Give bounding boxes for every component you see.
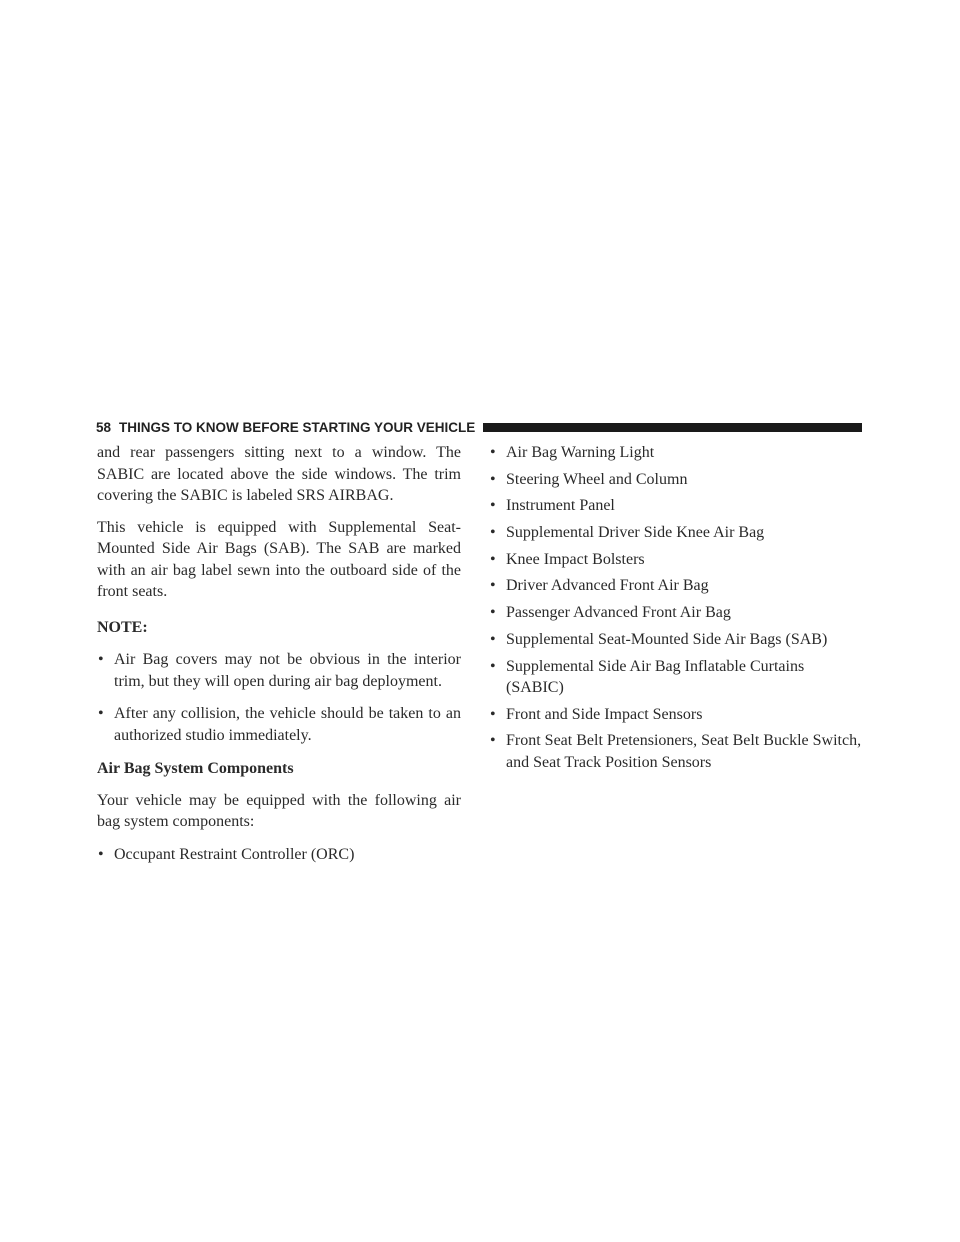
bullet-icon: • <box>98 651 104 668</box>
list-item-text: Air Bag Warning Light <box>506 444 655 461</box>
bullet-icon: • <box>490 657 496 675</box>
list-item <box>97 649 461 692</box>
list-item <box>489 522 865 544</box>
section-title: THINGS TO KNOW BEFORE STARTING YOUR VEHICLE <box>119 419 476 435</box>
list-item-text: Air Bag covers may not be obvious in the interior trim, but they will open during air bag deployment. <box>114 651 461 690</box>
list-item-text: Supplemental Seat-Mounted Side Air Bags (SAB) <box>506 630 828 648</box>
bullet-icon: • <box>490 705 496 723</box>
list-item-text: Steering Wheel and Column <box>506 470 688 488</box>
components-list-right <box>489 442 865 773</box>
right-column <box>489 442 865 773</box>
list-item <box>489 656 865 699</box>
list-item <box>489 495 865 517</box>
list-item <box>489 442 865 464</box>
list-item-text: Front Seat Belt Pretensioners, Seat Belt Buckle Switch, and Seat Track Position Sensors <box>506 732 862 771</box>
bullet-icon: • <box>490 524 496 542</box>
header-rule <box>483 423 862 432</box>
list-item-text: Knee Impact Bolsters <box>506 550 645 568</box>
list-item-text: After any collision, the vehicle should be taken to an authorized studio immediately. <box>114 705 461 744</box>
list-item <box>97 844 461 866</box>
section-heading: Air Bag System Components <box>97 760 294 777</box>
paragraph-sab: This vehicle is equipped with Supplemental Seat-Mounted Side Air Bags (SAB). The SAB are marked with an air bag label sewn into the outboard side of the front seats. <box>97 518 461 600</box>
list-item-text: Front and Side Impact Sensors <box>506 705 703 723</box>
list-item <box>489 575 865 597</box>
list-item <box>489 469 865 491</box>
bullet-icon: • <box>490 630 496 648</box>
list-item-text: Supplemental Driver Side Knee Air Bag <box>506 524 765 542</box>
list-item <box>97 703 461 746</box>
page-number: 58 <box>96 419 112 435</box>
bullet-icon: • <box>490 577 496 595</box>
list-item <box>489 730 865 773</box>
bullet-icon: • <box>490 444 496 461</box>
list-item <box>489 629 865 651</box>
list-item-text: Instrument Panel <box>506 497 615 515</box>
bullet-icon: • <box>490 732 496 750</box>
list-item-text: Driver Advanced Front Air Bag <box>506 577 709 595</box>
components-list-left <box>97 844 461 866</box>
bullet-icon: • <box>490 550 496 568</box>
page-header <box>96 416 862 438</box>
list-item <box>489 602 865 624</box>
bullet-icon: • <box>490 604 496 622</box>
note-label: NOTE: <box>97 618 148 636</box>
left-column <box>97 442 461 865</box>
paragraph-intro: Your vehicle may be equipped with the following air bag system components: <box>97 791 461 830</box>
bullet-icon: • <box>98 845 104 863</box>
list-item-text: Occupant Restraint Controller (ORC) <box>114 845 355 863</box>
list-item <box>489 704 865 726</box>
paragraph-sabic-location: and rear passengers sitting next to a window. The SABIC are located above the side windows. The trim covering the SABIC is labeled SRS AIRBAG. <box>97 444 461 504</box>
bullet-icon: • <box>490 470 496 488</box>
bullet-icon: • <box>490 497 496 515</box>
list-item-text: Passenger Advanced Front Air Bag <box>506 604 731 622</box>
note-list <box>97 649 461 746</box>
list-item-text: Supplemental Side Air Bag Inflatable Curtains (SABIC) <box>506 657 805 696</box>
bullet-icon: • <box>98 705 104 722</box>
list-item <box>489 549 865 571</box>
